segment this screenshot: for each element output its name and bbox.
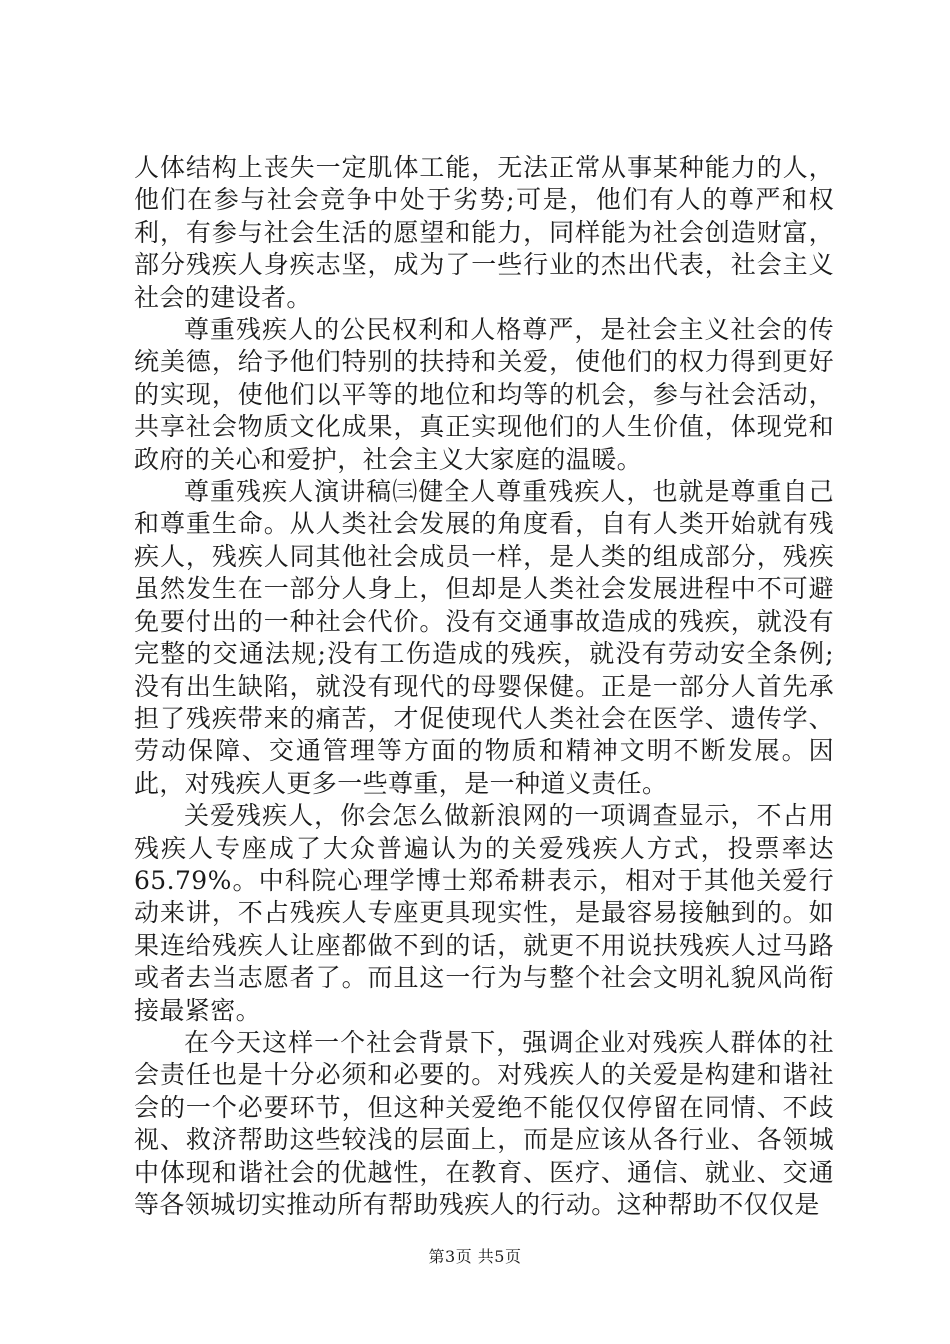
paragraph-1: 人体结构上丧失一定肌体工能，无法正常从事某种能力的人，他们在参与社会竞争中处于劣势;可是，他们有人的尊严和权利，有参与社会生活的愿望和能力，同样能为社会创造财富，部分残疾人身疾志坚，成为了一些行业的杰出代表，社会主义社会的建设者。 [134,153,834,312]
paragraph-2: 尊重残疾人的公民权利和人格尊严，是社会主义社会的传统美德，给予他们特别的扶持和关爱，使他们的权力得到更好的实现，使他们以平等的地位和均等的机会，参与社会活动，共享社会物质文化成果，真正实现他们的人生价值，体现党和政府的关心和爱护，社会主义大家庭的温暖。 [134,315,834,474]
page-number-footer: 第3页 共5页 [428,1247,522,1266]
paragraph-5: 在今天这样一个社会背景下，强调企业对残疾人群体的社会责任也是十分必须和必要的。对残疾人的关爱是构建和谐社会的一个必要环节，但这种关爱绝不能仅仅停留在同情、不歧视、救济帮助这些较浅的层面上，而是应该从各行业、各领城中体现和谐社会的优越性，在教育、医疗、通信、就业、交通等各领城切实推动所有帮助残疾人的行动。这种帮助不仅仅是 [134,1027,834,1219]
document-body [134,152,834,1221]
paragraph-4: 关爱残疾人，你会怎么做新浪网的一项调查显示，不占用残疾人专座成了大众普遍认为的关爱残疾人方式，投票率达65.79%。中科院心理学博士郑希耕表示，相对于其他关爱行动来讲，不占残疾人专座更具现实性，是最容易接触到的。如果连给残疾人让座都做不到的话，就更不用说扶残疾人过马路或者去当志愿者了。而且这一行为与整个社会文明礼貌风尚衔接最紧密。 [134,801,834,1025]
paragraph-3: 尊重残疾人演讲稿㈢健全人尊重残疾人，也就是尊重自己和尊重生命。从人类社会发展的角度看，自有人类开始就有残疾人，残疾人同其他社会成员一样，是人类的组成部分，残疾虽然发生在一部分人身上，但却是人类社会发展进程中不可避免要付出的一种社会代价。没有交通事故造成的残疾，就没有完整的交通法规;没有工伤造成的残疾，就没有劳动安全条例;没有出生缺陷，就没有现代的母婴保健。正是一部分人首先承担了残疾带来的痛苦，才促使现代人类社会在医学、遗传学、劳动保障、交通管理等方面的物质和精神文明不断发展。因此，对残疾人更多一些尊重，是一种道义责任。 [134,477,834,798]
